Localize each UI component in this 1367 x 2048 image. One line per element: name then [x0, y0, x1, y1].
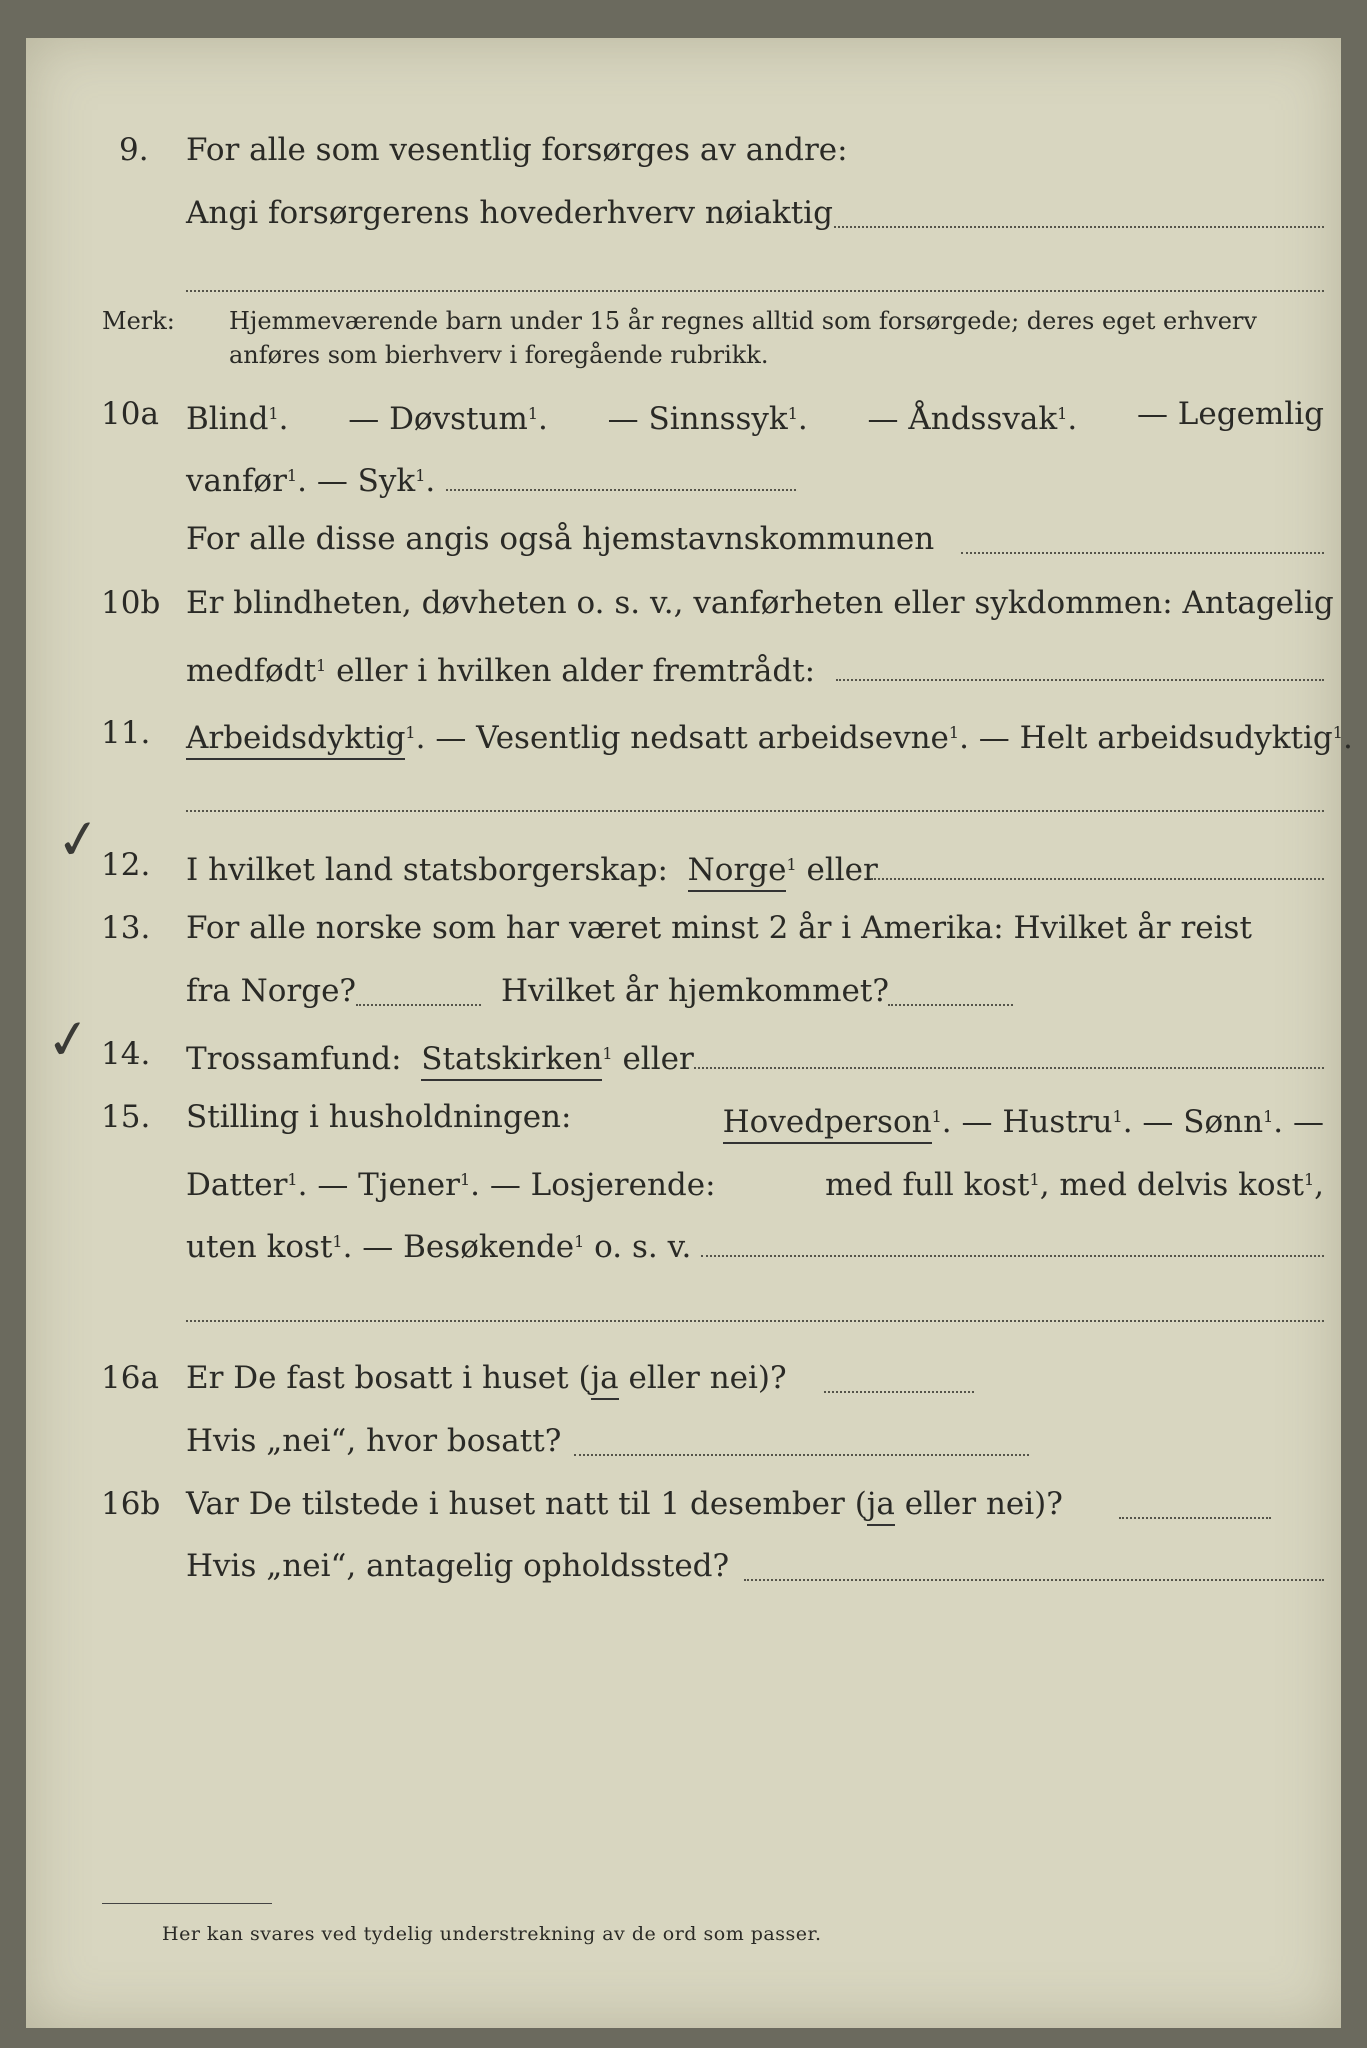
handwritten-check-icon: ✓ [51, 805, 106, 874]
q16b-line2: Hvis „nei“, antagelig opholdssted? [186, 1548, 730, 1584]
merk-line1: Hjemmeværende barn under 15 år regnes alltid som forsørgede; deres eget erhverv [229, 307, 1257, 335]
q16a-bosatt-field[interactable] [824, 1391, 974, 1393]
q12-norge-underlined: Norge [688, 852, 787, 892]
q13-line2b: Hvilket år hjemkommet? [501, 973, 889, 1009]
q14-statskirken-underlined: Statskirken [421, 1041, 602, 1081]
q10a-number: 10a [101, 396, 159, 432]
q9-answer-line-2[interactable] [186, 290, 1324, 292]
q10a-line2: vanfør$^1$. — Syk$^1$. [186, 463, 436, 499]
q10a-andssvak: — Åndssvak$^1$. [867, 401, 1078, 437]
footnote-text: Her kan svares ved tydelig understrekning av de ord som passer. [162, 1923, 822, 1945]
q11-number: 11. [101, 715, 151, 751]
q15-line1: Stilling i husholdningen: Hovedperson$^1$. — Hustru$^1$. — Sønn$^1$. — [186, 1097, 1324, 1142]
q10a-blind: Blind$^1$. [186, 401, 289, 437]
q13-number: 13. [101, 910, 151, 946]
q16b-tilstede-field[interactable] [1119, 1517, 1271, 1519]
q16b-opholdssted-field[interactable] [744, 1579, 1324, 1581]
q10b-line2: medfødt$^1$ eller i hvilken alder fremtrådt: [186, 653, 816, 689]
q12-line: I hvilket land statsborgerskap: Norge$^1$ eller [186, 845, 878, 890]
q10a-sinnssyk: — Sinnssyk$^1$. [607, 401, 808, 437]
q14-number: 14. [101, 1036, 151, 1072]
q13-reist-field[interactable] [356, 1004, 481, 1006]
q16a-number: 16a [101, 1360, 159, 1396]
q11-answer-line[interactable] [186, 810, 1324, 812]
q16b-ja-underlined: ja [867, 1486, 895, 1526]
q13-line2a: fra Norge? [186, 973, 357, 1009]
q15-stilling-field[interactable] [701, 1255, 1324, 1257]
q14-trossamfund-field[interactable] [694, 1067, 1324, 1069]
merk-label: Merk: [102, 307, 175, 335]
q12-number: 12. [101, 847, 151, 883]
q9-line1: For alle som vesentlig forsørges av andre: [186, 132, 848, 168]
q16b-line1: Var De tilstede i huset natt til 1 desember (ja eller nei)? [186, 1484, 1063, 1524]
q10a-line1 [186, 394, 1324, 439]
q10b-alder-field[interactable] [836, 679, 1324, 681]
q9-answer-field[interactable] [834, 226, 1324, 228]
q10a-legemlig: — Legemlig [1136, 396, 1324, 432]
q13-line1: For alle norske som har været minst 2 år i Amerika: Hvilket år reist [186, 910, 1252, 946]
q15-line3: uten kost$^1$. — Besøkende$^1$ o. s. v. [186, 1229, 692, 1265]
q10b-line1: Er blindheten, døvheten o. s. v., vanførheten eller sykdommen: Antagelig [186, 585, 1334, 621]
q15-line2: Datter$^1$. — Tjener$^1$. — Losjerende: med full kost$^1$, med delvis kost$^1$, [186, 1167, 1324, 1203]
q10a-hjemstavn-field[interactable] [961, 552, 1324, 554]
q14-line: Trossamfund: Statskirken$^1$ eller [186, 1034, 694, 1079]
merk-line2: anføres som bierhverv i foregående rubrikk. [229, 341, 769, 369]
footnote-rule [102, 1903, 272, 1904]
q16a-hvor-field[interactable] [574, 1454, 1029, 1456]
q16a-line1: Er De fast bosatt i huset (ja eller nei)? [186, 1358, 787, 1398]
census-form-page [26, 38, 1353, 2028]
q10b-number: 10b [101, 585, 161, 621]
q11-line: Arbeidsdyktig$^1$. — Vesentlig nedsatt arbeidsevne$^1$. — Helt arbeidsudyktig$^1$. [186, 713, 1353, 758]
q16a-line2: Hvis „nei“, hvor bosatt? [186, 1423, 562, 1459]
q10a-line3: For alle disse angis også hjemstavnskommunen [186, 521, 935, 557]
q10a-syk-field[interactable] [446, 489, 796, 491]
handwritten-check-icon: ✓ [41, 1005, 96, 1074]
q15-answer-line-2[interactable] [186, 1320, 1324, 1322]
q16a-ja-underlined: ja [591, 1360, 619, 1400]
q9-number: 9. [119, 132, 149, 168]
q10a-dovstum: — Døvstum$^1$. [348, 401, 548, 437]
q9-line2: Angi forsørgerens hovederhverv nøiaktig [186, 195, 833, 231]
q13-hjemkommet-field[interactable] [888, 1004, 1013, 1006]
q15-hovedperson-underlined: Hovedperson [723, 1104, 932, 1144]
q12-land-field[interactable] [871, 878, 1324, 880]
q11-arbeidsdyktig-underlined: Arbeidsdyktig [186, 720, 405, 760]
q16b-number: 16b [101, 1486, 161, 1522]
q15-number: 15. [101, 1099, 151, 1135]
